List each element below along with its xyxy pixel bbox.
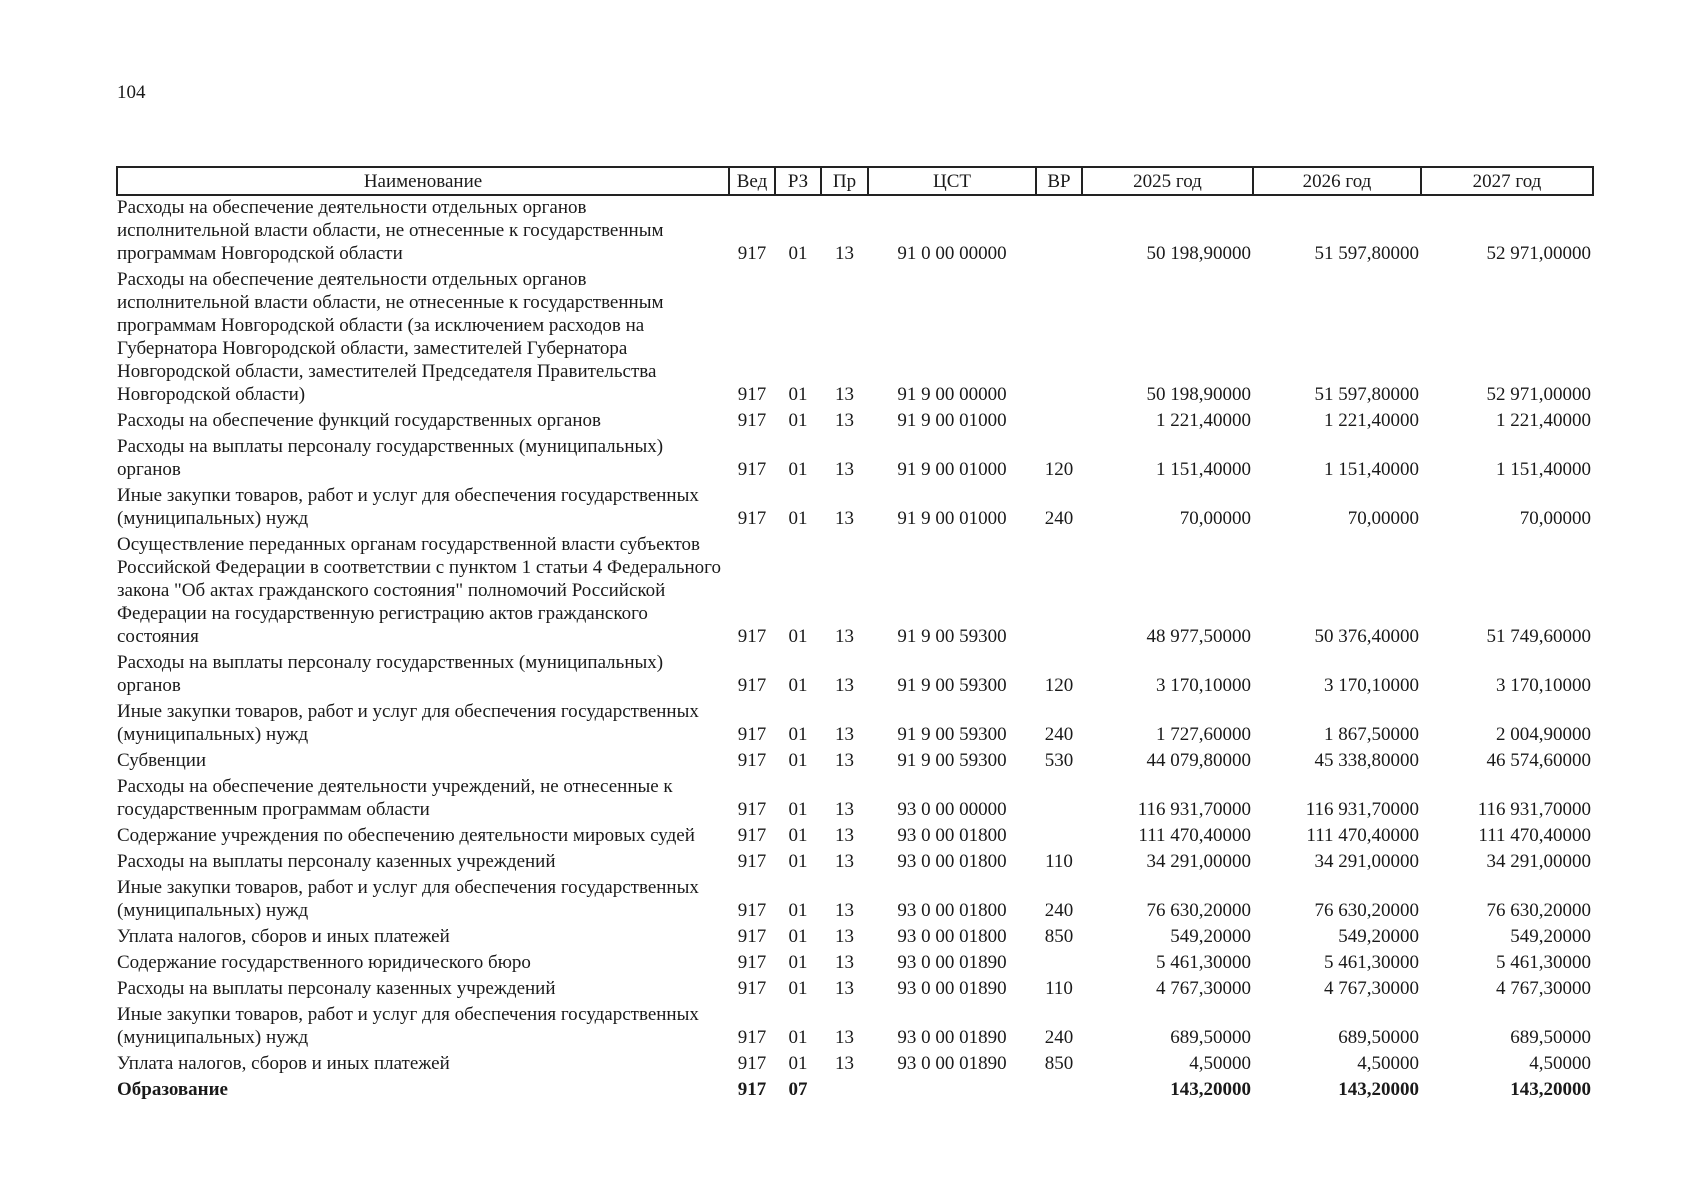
cell-rz: 01 bbox=[788, 851, 808, 872]
table-row bbox=[117, 824, 1593, 850]
cell-pr: 13 bbox=[835, 384, 854, 405]
cell-2026: 1 867,50000 bbox=[1324, 724, 1419, 745]
cell-cst: 91 9 00 59300 bbox=[897, 675, 1007, 696]
cell-ved: 917 bbox=[737, 799, 767, 820]
cell-ved: 917 bbox=[737, 675, 767, 696]
cell-cst: 93 0 00 01800 bbox=[897, 926, 1007, 947]
cell-2027: 4 767,30000 bbox=[1496, 978, 1591, 999]
cell-rz: 01 bbox=[788, 410, 808, 431]
cell-2025: 4 767,30000 bbox=[1156, 978, 1251, 999]
table-row bbox=[117, 775, 1593, 824]
cell-vr: 110 bbox=[1045, 851, 1073, 872]
cell-name: Образование bbox=[117, 1079, 228, 1100]
cell-2025: 111 470,40000 bbox=[1138, 825, 1251, 846]
cell-rz: 01 bbox=[788, 952, 808, 973]
cell-2027: 5 461,30000 bbox=[1496, 952, 1591, 973]
table-row bbox=[117, 435, 1593, 484]
cell-2026: 4,50000 bbox=[1357, 1053, 1419, 1074]
cell-cst: 93 0 00 01800 bbox=[897, 825, 1007, 846]
cell-2025: 50 198,90000 bbox=[1146, 243, 1251, 264]
cell-2026: 1 151,40000 bbox=[1324, 459, 1419, 480]
cell-2027: 1 151,40000 bbox=[1496, 459, 1591, 480]
cell-rz: 01 bbox=[788, 926, 808, 947]
cell-2026: 549,20000 bbox=[1338, 926, 1419, 947]
cell-pr: 13 bbox=[835, 851, 854, 872]
page-number: 104 bbox=[117, 82, 146, 103]
cell-vr: 240 bbox=[1044, 1027, 1074, 1048]
cell-cst: 91 9 00 01000 bbox=[897, 508, 1007, 529]
cell-2026: 51 597,80000 bbox=[1314, 384, 1419, 405]
cell-vr: 120 bbox=[1044, 675, 1074, 696]
cell-ved: 917 bbox=[737, 1027, 767, 1048]
cell-2026: 1 221,40000 bbox=[1324, 410, 1419, 431]
cell-2025: 44 079,80000 bbox=[1146, 750, 1251, 771]
cell-cst: 91 0 00 00000 bbox=[897, 243, 1007, 264]
cell-pr: 13 bbox=[835, 626, 854, 647]
cell-vr: 530 bbox=[1044, 750, 1074, 771]
cell-ved: 917 bbox=[737, 724, 767, 745]
cell-vr bbox=[1036, 824, 1082, 850]
cell-cst: 91 9 00 59300 bbox=[897, 626, 1007, 647]
cell-vr bbox=[1036, 195, 1082, 268]
cell-vr: 110 bbox=[1045, 978, 1073, 999]
header-rz: РЗ bbox=[775, 167, 821, 195]
cell-pr: 13 bbox=[835, 799, 854, 820]
cell-cst: 91 9 00 59300 bbox=[897, 750, 1007, 771]
cell-vr bbox=[1036, 951, 1082, 977]
cell-cst: 93 0 00 01890 bbox=[897, 978, 1007, 999]
cell-2026: 116 931,70000 bbox=[1305, 799, 1419, 820]
cell-ved: 917 bbox=[737, 459, 767, 480]
cell-2026: 4 767,30000 bbox=[1324, 978, 1419, 999]
header-cst: ЦСТ bbox=[868, 167, 1036, 195]
table-row bbox=[117, 850, 1593, 876]
cell-name: Содержание государственного юридического бюро bbox=[117, 952, 531, 973]
table-row bbox=[117, 951, 1593, 977]
table-row bbox=[117, 409, 1593, 435]
cell-ved: 917 bbox=[737, 243, 767, 264]
cell-2025: 76 630,20000 bbox=[1146, 900, 1251, 921]
cell-ved: 917 bbox=[737, 978, 767, 999]
cell-2026: 143,20000 bbox=[1338, 1079, 1419, 1100]
cell-pr: 13 bbox=[835, 926, 854, 947]
header-ved: Вед bbox=[729, 167, 775, 195]
cell-vr: 240 bbox=[1044, 900, 1074, 921]
cell-pr: 13 bbox=[835, 724, 854, 745]
table-row bbox=[117, 700, 1593, 749]
cell-2027: 549,20000 bbox=[1510, 926, 1591, 947]
cell-pr: 13 bbox=[835, 825, 854, 846]
cell-vr bbox=[1036, 409, 1082, 435]
cell-name: Расходы на выплаты персоналу государственных (муниципальных) органов bbox=[117, 652, 664, 696]
cell-pr: 13 bbox=[835, 978, 854, 999]
table-row bbox=[117, 925, 1593, 951]
cell-ved: 917 bbox=[737, 626, 767, 647]
cell-name: Уплата налогов, сборов и иных платежей bbox=[117, 926, 450, 947]
cell-rz: 01 bbox=[788, 243, 808, 264]
cell-cst: 91 9 00 59300 bbox=[897, 724, 1007, 745]
cell-2025: 48 977,50000 bbox=[1146, 626, 1251, 647]
cell-vr: 240 bbox=[1044, 724, 1074, 745]
cell-2025: 50 198,90000 bbox=[1146, 384, 1251, 405]
cell-2025: 3 170,10000 bbox=[1156, 675, 1251, 696]
cell-2027: 70,00000 bbox=[1519, 508, 1591, 529]
cell-rz: 01 bbox=[788, 459, 808, 480]
cell-rz: 01 bbox=[788, 825, 808, 846]
cell-2026: 45 338,80000 bbox=[1314, 750, 1419, 771]
cell-2025: 689,50000 bbox=[1170, 1027, 1251, 1048]
table-row bbox=[117, 651, 1593, 700]
cell-name: Осуществление переданных органам государственной власти субъектов Российской Федерации в соответствии с пунктом 1 статьи 4 Федерального закона "Об актах гражданского состояния" полномочий Российской Федерации на государственную регистрацию актов гражданского состояния bbox=[117, 534, 721, 647]
cell-pr: 13 bbox=[835, 952, 854, 973]
cell-vr bbox=[1036, 268, 1082, 409]
cell-pr: 13 bbox=[835, 750, 854, 771]
cell-name: Иные закупки товаров, работ и услуг для обеспечения государственных (муниципальных) нужд bbox=[117, 701, 699, 745]
cell-rz: 01 bbox=[788, 675, 808, 696]
cell-pr: 13 bbox=[835, 900, 854, 921]
cell-cst bbox=[868, 1078, 1036, 1104]
cell-2026: 3 170,10000 bbox=[1324, 675, 1419, 696]
cell-name: Уплата налогов, сборов и иных платежей bbox=[117, 1053, 450, 1074]
cell-pr: 13 bbox=[835, 508, 854, 529]
table-row bbox=[117, 484, 1593, 533]
cell-ved: 917 bbox=[737, 1079, 767, 1100]
header-2027: 2027 год bbox=[1421, 167, 1593, 195]
cell-cst: 93 0 00 01800 bbox=[897, 851, 1007, 872]
cell-name: Расходы на обеспечение функций государственных органов bbox=[117, 410, 601, 431]
header-row bbox=[117, 167, 1593, 195]
table-row bbox=[117, 977, 1593, 1003]
table-row bbox=[117, 1052, 1593, 1078]
cell-2026: 70,00000 bbox=[1347, 508, 1419, 529]
cell-rz: 01 bbox=[788, 384, 808, 405]
cell-2026: 34 291,00000 bbox=[1314, 851, 1419, 872]
cell-2027: 46 574,60000 bbox=[1486, 750, 1591, 771]
cell-2026: 76 630,20000 bbox=[1314, 900, 1419, 921]
cell-rz: 01 bbox=[788, 1053, 808, 1074]
cell-vr: 850 bbox=[1044, 1053, 1074, 1074]
cell-rz: 01 bbox=[788, 799, 808, 820]
cell-2025: 5 461,30000 bbox=[1156, 952, 1251, 973]
table-row bbox=[117, 1003, 1593, 1052]
cell-2026: 111 470,40000 bbox=[1306, 825, 1419, 846]
cell-name: Расходы на обеспечение деятельности отдельных органов исполнительной власти области, не отнесенные к государственным программам Новгородской области bbox=[117, 197, 664, 264]
cell-ved: 917 bbox=[737, 410, 767, 431]
cell-cst: 93 0 00 01890 bbox=[897, 952, 1007, 973]
cell-2026: 51 597,80000 bbox=[1314, 243, 1419, 264]
cell-2026: 689,50000 bbox=[1338, 1027, 1419, 1048]
cell-2027: 3 170,10000 bbox=[1496, 675, 1591, 696]
cell-2025: 1 727,60000 bbox=[1156, 724, 1251, 745]
cell-name: Иные закупки товаров, работ и услуг для обеспечения государственных (муниципальных) нужд bbox=[117, 1004, 699, 1048]
header-2026: 2026 год bbox=[1253, 167, 1421, 195]
cell-2025: 549,20000 bbox=[1170, 926, 1251, 947]
cell-2025: 1 151,40000 bbox=[1156, 459, 1251, 480]
cell-vr: 850 bbox=[1044, 926, 1074, 947]
table-row bbox=[117, 268, 1593, 409]
table-row bbox=[117, 195, 1593, 268]
table-row bbox=[117, 533, 1593, 651]
cell-ved: 917 bbox=[737, 508, 767, 529]
cell-ved: 917 bbox=[737, 384, 767, 405]
cell-2025: 143,20000 bbox=[1170, 1079, 1251, 1100]
cell-name: Содержание учреждения по обеспечению деятельности мировых судей bbox=[117, 825, 695, 846]
cell-ved: 917 bbox=[737, 1053, 767, 1074]
cell-cst: 93 0 00 00000 bbox=[897, 799, 1007, 820]
cell-pr: 13 bbox=[835, 243, 854, 264]
cell-rz: 01 bbox=[788, 626, 808, 647]
cell-ved: 917 bbox=[737, 952, 767, 973]
cell-pr bbox=[821, 1078, 868, 1104]
table-body bbox=[117, 195, 1593, 1104]
cell-2025: 34 291,00000 bbox=[1146, 851, 1251, 872]
cell-name: Расходы на обеспечение деятельности отдельных органов исполнительной власти области, не отнесенные к государственным программам Новгородской области (за исключением расходов на Губернатора Новгородской области, заместителей Губернатора Новгородской области, заместителей Председателя Правительства Новгородской области) bbox=[117, 269, 664, 405]
cell-2027: 52 971,00000 bbox=[1486, 384, 1591, 405]
cell-cst: 91 9 00 01000 bbox=[897, 410, 1007, 431]
cell-2027: 52 971,00000 bbox=[1486, 243, 1591, 264]
cell-cst: 93 0 00 01800 bbox=[897, 900, 1007, 921]
cell-rz: 07 bbox=[788, 1079, 808, 1100]
cell-name: Расходы на выплаты персоналу казенных учреждений bbox=[117, 851, 556, 872]
cell-pr: 13 bbox=[835, 675, 854, 696]
cell-vr bbox=[1036, 533, 1082, 651]
cell-rz: 01 bbox=[788, 750, 808, 771]
budget-table bbox=[116, 166, 1594, 1104]
cell-name: Расходы на выплаты персоналу казенных учреждений bbox=[117, 978, 556, 999]
cell-rz: 01 bbox=[788, 1027, 808, 1048]
cell-vr bbox=[1036, 775, 1082, 824]
cell-2025: 4,50000 bbox=[1189, 1053, 1251, 1074]
cell-rz: 01 bbox=[788, 900, 808, 921]
cell-pr: 13 bbox=[835, 1053, 854, 1074]
cell-pr: 13 bbox=[835, 410, 854, 431]
cell-name: Иные закупки товаров, работ и услуг для обеспечения государственных (муниципальных) нужд bbox=[117, 485, 699, 529]
header-vr: ВР bbox=[1036, 167, 1082, 195]
cell-cst: 93 0 00 01890 bbox=[897, 1053, 1007, 1074]
cell-2027: 143,20000 bbox=[1510, 1079, 1591, 1100]
cell-name: Расходы на обеспечение деятельности учреждений, не отнесенные к государственным программам области bbox=[117, 776, 673, 820]
header-pr: Пр bbox=[821, 167, 868, 195]
cell-pr: 13 bbox=[835, 459, 854, 480]
cell-2027: 4,50000 bbox=[1529, 1053, 1591, 1074]
cell-rz: 01 bbox=[788, 978, 808, 999]
cell-rz: 01 bbox=[788, 724, 808, 745]
cell-2027: 51 749,60000 bbox=[1486, 626, 1591, 647]
cell-2027: 111 470,40000 bbox=[1478, 825, 1591, 846]
cell-2027: 2 004,90000 bbox=[1496, 724, 1591, 745]
cell-2027: 34 291,00000 bbox=[1486, 851, 1591, 872]
cell-cst: 91 9 00 00000 bbox=[897, 384, 1007, 405]
header-2025: 2025 год bbox=[1082, 167, 1253, 195]
cell-2026: 50 376,40000 bbox=[1314, 626, 1419, 647]
header-name: Наименование bbox=[117, 167, 729, 195]
cell-cst: 93 0 00 01890 bbox=[897, 1027, 1007, 1048]
cell-2027: 76 630,20000 bbox=[1486, 900, 1591, 921]
cell-vr: 240 bbox=[1044, 508, 1074, 529]
cell-pr: 13 bbox=[835, 1027, 854, 1048]
cell-2025: 1 221,40000 bbox=[1156, 410, 1251, 431]
cell-name: Иные закупки товаров, работ и услуг для обеспечения государственных (муниципальных) нужд bbox=[117, 877, 699, 921]
cell-2026: 5 461,30000 bbox=[1324, 952, 1419, 973]
cell-2027: 689,50000 bbox=[1510, 1027, 1591, 1048]
cell-name: Субвенции bbox=[117, 750, 207, 771]
cell-ved: 917 bbox=[737, 825, 767, 846]
cell-name: Расходы на выплаты персоналу государственных (муниципальных) органов bbox=[117, 436, 664, 480]
cell-2027: 1 221,40000 bbox=[1496, 410, 1591, 431]
cell-ved: 917 bbox=[737, 750, 767, 771]
table-row bbox=[117, 876, 1593, 925]
table-row bbox=[117, 749, 1593, 775]
cell-2025: 70,00000 bbox=[1179, 508, 1251, 529]
cell-2025: 116 931,70000 bbox=[1137, 799, 1251, 820]
cell-vr bbox=[1036, 1078, 1082, 1104]
cell-ved: 917 bbox=[737, 851, 767, 872]
cell-rz: 01 bbox=[788, 508, 808, 529]
cell-ved: 917 bbox=[737, 926, 767, 947]
cell-cst: 91 9 00 01000 bbox=[897, 459, 1007, 480]
cell-2027: 116 931,70000 bbox=[1477, 799, 1591, 820]
table-row bbox=[117, 1078, 1593, 1104]
cell-vr: 120 bbox=[1044, 459, 1074, 480]
cell-ved: 917 bbox=[737, 900, 767, 921]
